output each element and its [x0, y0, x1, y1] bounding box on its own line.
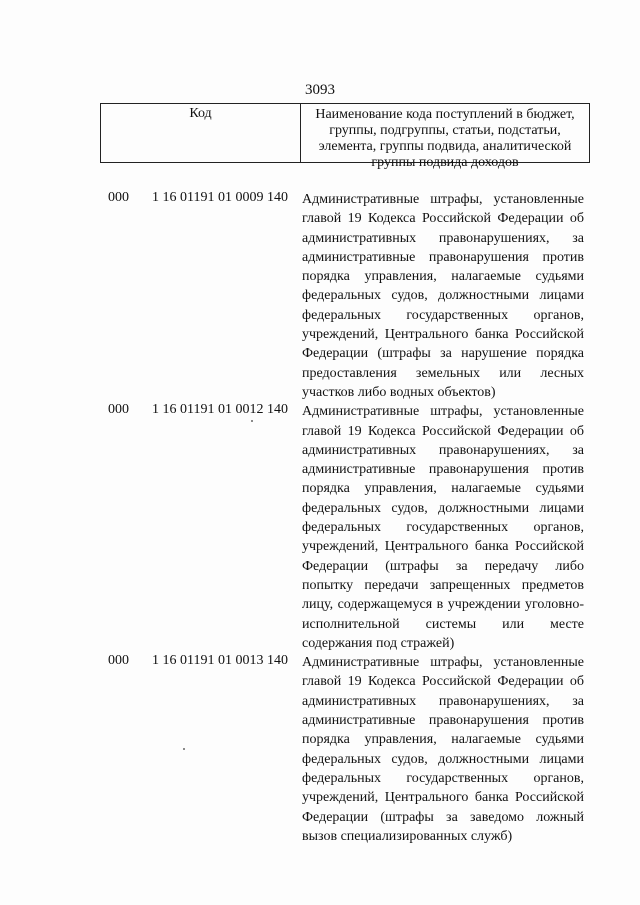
page-number: 3093 [305, 82, 335, 98]
income-code: 1 16 01191 01 0009 140 [152, 190, 288, 205]
admin-code: 000 [108, 190, 129, 205]
table-row [0, 402, 640, 653]
admin-code: 000 [108, 653, 129, 669]
income-code: 1 16 01191 01 0013 140 [152, 653, 288, 669]
admin-code: 000 [108, 402, 129, 418]
scan-speck [183, 748, 185, 750]
header-name-cell: Наименование кода поступлений в бюджет, группы, подгруппы, статьи, подстатьи, элемента, группы подвида, аналитической группы подвида доходов [315, 107, 575, 170]
table-body [0, 190, 640, 846]
header-code-cell: Код [101, 104, 301, 162]
income-code: 1 16 01191 01 0012 140 [152, 402, 288, 418]
table-row [0, 653, 640, 846]
income-description: Административные штрафы, установленные главой 19 Кодекса Российской Федерации об административных правонарушениях, за административные правонарушения против порядка управления, налагаемые судьями федеральных судов, должностными лицами федеральных государственных органов, учреждений, Центрального банка Российской Федерации (штрафы за нарушение порядка предоставления земельных или лесных участков либо водных объектов) [302, 192, 584, 400]
table-row [0, 190, 640, 402]
scan-speck [251, 420, 253, 422]
table-header [100, 103, 590, 170]
income-description: Административные штрафы, установленные главой 19 Кодекса Российской Федерации об административных правонарушениях, за административные правонарушения против порядка управления, налагаемые судьями федеральных судов, должностными лицами федеральных государственных органов, учреждений, Центрального банка Российской Федерации (штрафы за заведомо ложный вызов специализированных служб) [302, 655, 584, 844]
income-description: Административные штрафы, установленные главой 19 Кодекса Российской Федерации об административных правонарушениях, за административные правонарушения против порядка управления, налагаемые судьями федеральных судов, должностными лицами федеральных государственных органов, учреждений, Центрального банка Российской Федерации (штрафы за передачу либо попытку передачи запрещенных предметов лицу, содержащемуся в учреждении уголовно-исполнительной системы или месте содержания под стражей) [302, 404, 584, 651]
